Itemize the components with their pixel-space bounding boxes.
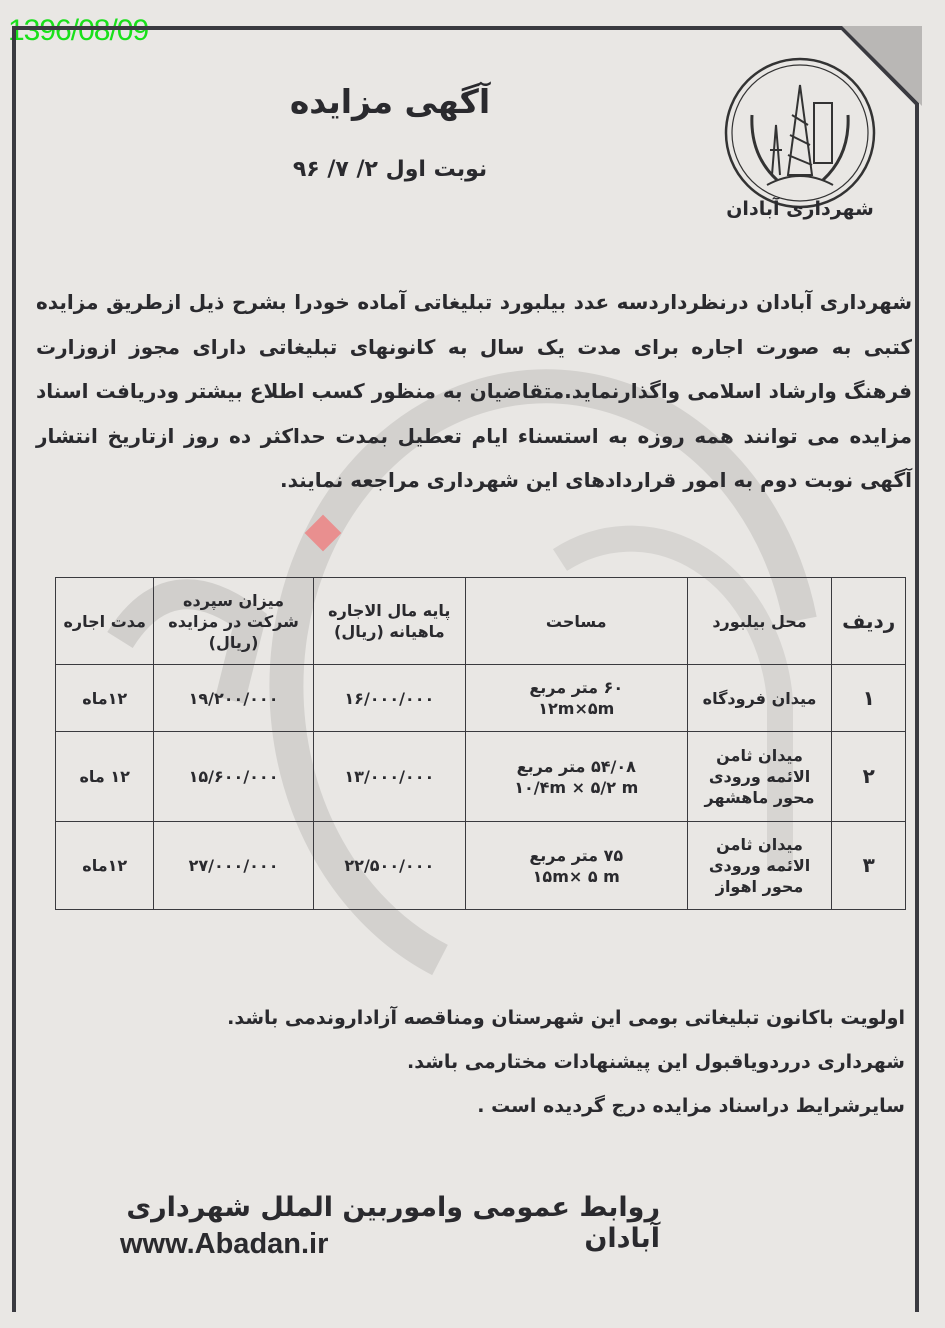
billboard-area [465,822,687,910]
row-number: ۲ [832,732,906,822]
note-conditions: سایرشرایط دراسناد مزایده درج گردیده است . [477,1095,905,1117]
municipality-logo [722,55,878,211]
deposit: ۱۹/۲۰۰/۰۰۰ [154,665,313,732]
area-dimensions: ۱۵m× ۵ m [532,866,620,886]
billboard-location: میدان ثامن الائمه ورودی محور اهواز [687,822,832,910]
area-value: ۵۴/۰۸ متر مربع [516,756,636,776]
table-row [56,732,906,822]
area-value: ۶۰ متر مربع [529,678,624,697]
header-row-number: ردیف [832,578,906,665]
header-base-rent: پایه مال الاجاره ماهیانه (ریال) [313,578,465,665]
duration: ۱۲ماه [56,665,154,732]
notice-title: آگهی مزایده [289,82,491,121]
area-dimensions: ۱۲m×۵m [538,699,615,718]
notes [45,996,905,1128]
table-row [56,665,906,732]
base-rent: ۱۶/۰۰۰/۰۰۰ [313,665,465,732]
header-location: محل بیلبورد [687,578,832,665]
footer-department: روابط عمومی واموربین الملل شهرداری آبادان [126,1192,660,1254]
duration: ۱۲ماه [56,822,154,910]
deposit: ۲۷/۰۰۰/۰۰۰ [154,822,313,910]
website-link[interactable]: www.Abadan.ir [120,1228,329,1260]
row-number: ۳ [832,822,906,910]
header-deposit: میزان سپرده شرکت در مزایده (ریال) [154,578,313,665]
table-header-row [56,578,906,665]
billboard-table [55,577,906,910]
billboard-area [465,732,687,822]
base-rent: ۱۳/۰۰۰/۰۰۰ [313,732,465,822]
deposit: ۱۵/۶۰۰/۰۰۰ [154,732,313,822]
area-value: ۷۵ متر مربع [529,845,624,865]
area-dimensions: ۱۰/۴m × ۵/۲ m [514,777,639,797]
note-rights: شهرداری درردویاقبول این پیشنهادات مختارمی باشد. [407,1051,905,1073]
duration: ۱۲ ماه [56,732,154,822]
billboard-location: میدان فرودگاه [687,665,832,732]
notice-body: شهرداری آبادان درنظرداردسه عدد بیلبورد تبلیغاتی آماده خودرا بشرح ذیل ازطریق مزایده کتبی به صورت اجاره برای مدت یک سال به کانونهای تبلیغاتی دارای مجوز ازوزارت فرهنگ وارشاد اسلامی واگذارنماید.متقاضیان به منظور کسب اطلاع بیشتر ودریافت اسناد مزایده می توانند همه روزه به استسناء ایام تعطیل بمدت حداکثر ده روز ازتاریخ انتشار آگهی نوبت دوم به امور قراردادهای این شهرداری مراجعه نمایند. [36,290,912,492]
base-rent: ۲۲/۵۰۰/۰۰۰ [313,822,465,910]
organization-name: شهرداری آبادان [726,198,874,220]
note-priority: اولویت باکانون تبلیغاتی بومی این شهرستان ومناقصه آزاداروندمی باشد. [227,1007,905,1029]
notice-round-date: نوبت اول ۲/ ۷/ ۹۶ [292,157,488,182]
header-duration: مدت اجاره [56,578,154,665]
scan-date-stamp: 1396/08/09 [8,14,149,47]
billboard-area [465,665,687,732]
billboard-location: میدان ثامن الائمه ورودی محور ماهشهر [687,732,832,822]
table-row [56,822,906,910]
header-area: مساحت [465,578,687,665]
row-number: ۱ [832,665,906,732]
